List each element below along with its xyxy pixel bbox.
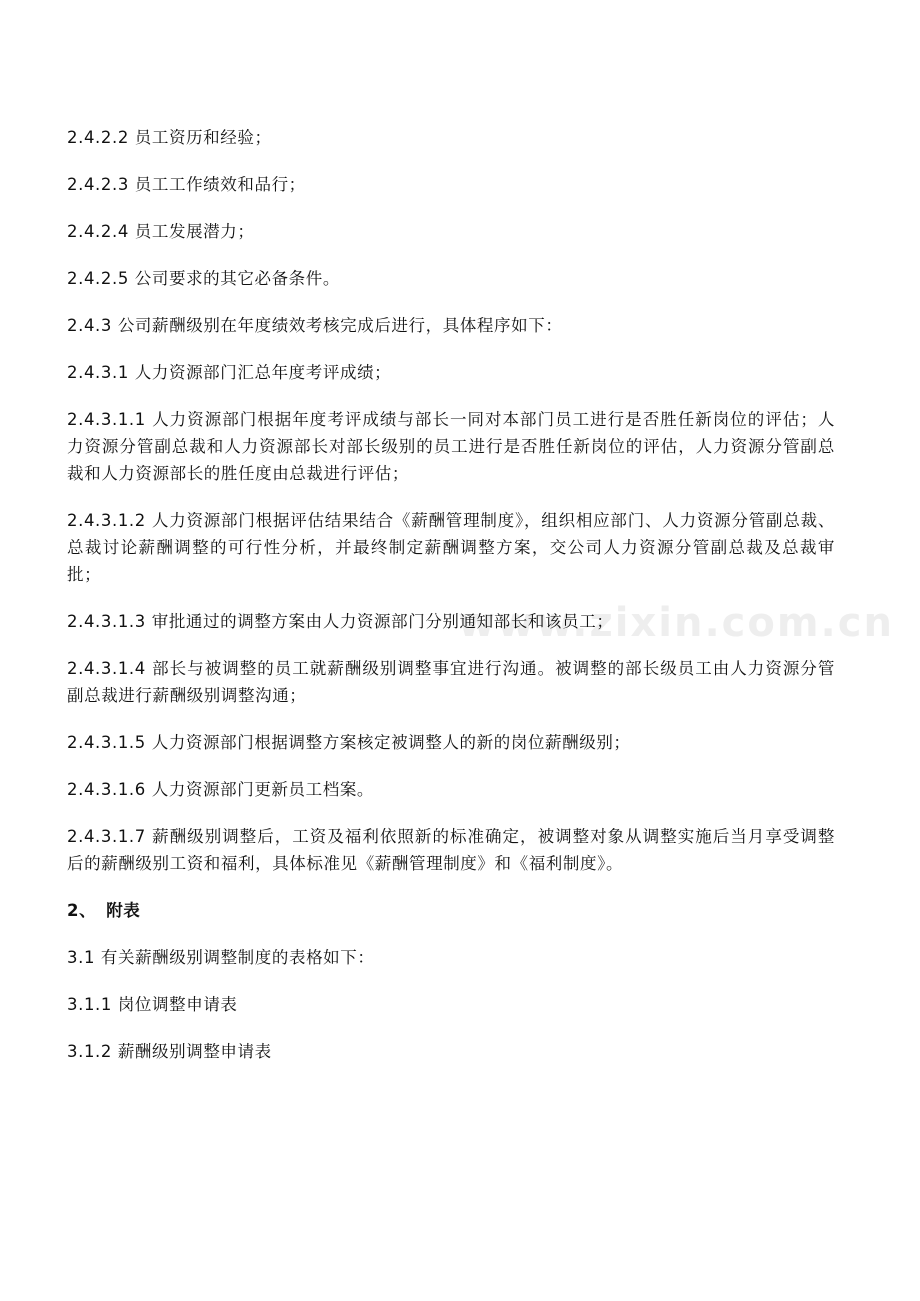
- clause-2-4-2-5: 2.4.2.5 公司要求的其它必备条件。: [67, 269, 340, 288]
- clause-3-1: 3.1 有关薪酬级别调整制度的表格如下：: [67, 948, 375, 967]
- section-title: 附表: [106, 901, 141, 920]
- section-heading-appendix: [67, 897, 835, 924]
- clause-3-1-2: 3.1.2 薪酬级别调整申请表: [67, 1042, 272, 1061]
- clause-2-4-3-1-1: 2.4.3.1.1 人力资源部门根据年度考评成绩与部长一同对本部门员工进行是否胜任新岗位的评估；人力资源分管副总裁和人力资源部长对部长级别的员工进行是否胜任新岗位的评估，人力资源分管副总裁和人力资源部长的胜任度由总裁进行评估；: [67, 410, 835, 483]
- clause-2-4-3-1-5: 2.4.3.1.5 人力资源部门根据调整方案核定被调整人的新的岗位薪酬级别；: [67, 733, 631, 752]
- clause-2-4-3-1-2: 2.4.3.1.2 人力资源部门根据评估结果结合《薪酬管理制度》，组织相应部门、人力资源分管副总裁、总裁讨论薪酬调整的可行性分析，并最终制定薪酬调整方案，交公司人力资源分管副总裁及总裁审批；: [67, 511, 835, 584]
- clause-3-1-1: 3.1.1 岗位调整申请表: [67, 995, 238, 1014]
- section-number: 2、: [67, 901, 97, 920]
- clause-2-4-3-1-4: 2.4.3.1.4 部长与被调整的员工就薪酬级别调整事宜进行沟通。被调整的部长级员工由人力资源分管副总裁进行薪酬级别调整沟通；: [67, 659, 835, 705]
- watermark: www.zixin.com.cn: [458, 600, 894, 646]
- clause-2-4-2-2: 2.4.2.2 员工资历和经验；: [67, 128, 272, 147]
- clause-2-4-3: 2.4.3 公司薪酬级别在年度绩效考核完成后进行，具体程序如下：: [67, 316, 563, 335]
- document-body: [67, 124, 835, 1085]
- clause-2-4-2-3: 2.4.2.3 员工工作绩效和品行；: [67, 175, 306, 194]
- clause-2-4-2-4: 2.4.2.4 员工发展潜力；: [67, 222, 255, 241]
- clause-2-4-3-1-7: 2.4.3.1.7 薪酬级别调整后，工资及福利依照新的标准确定，被调整对象从调整实施后当月享受调整后的薪酬级别工资和福利，具体标准见《薪酬管理制度》和《福利制度》。: [67, 827, 835, 873]
- clause-2-4-3-1-6: 2.4.3.1.6 人力资源部门更新员工档案。: [67, 780, 375, 799]
- clause-2-4-3-1-3: 2.4.3.1.3 审批通过的调整方案由人力资源部门分别通知部长和该员工；: [67, 612, 614, 631]
- clause-2-4-3-1: 2.4.3.1 人力资源部门汇总年度考评成绩；: [67, 363, 392, 382]
